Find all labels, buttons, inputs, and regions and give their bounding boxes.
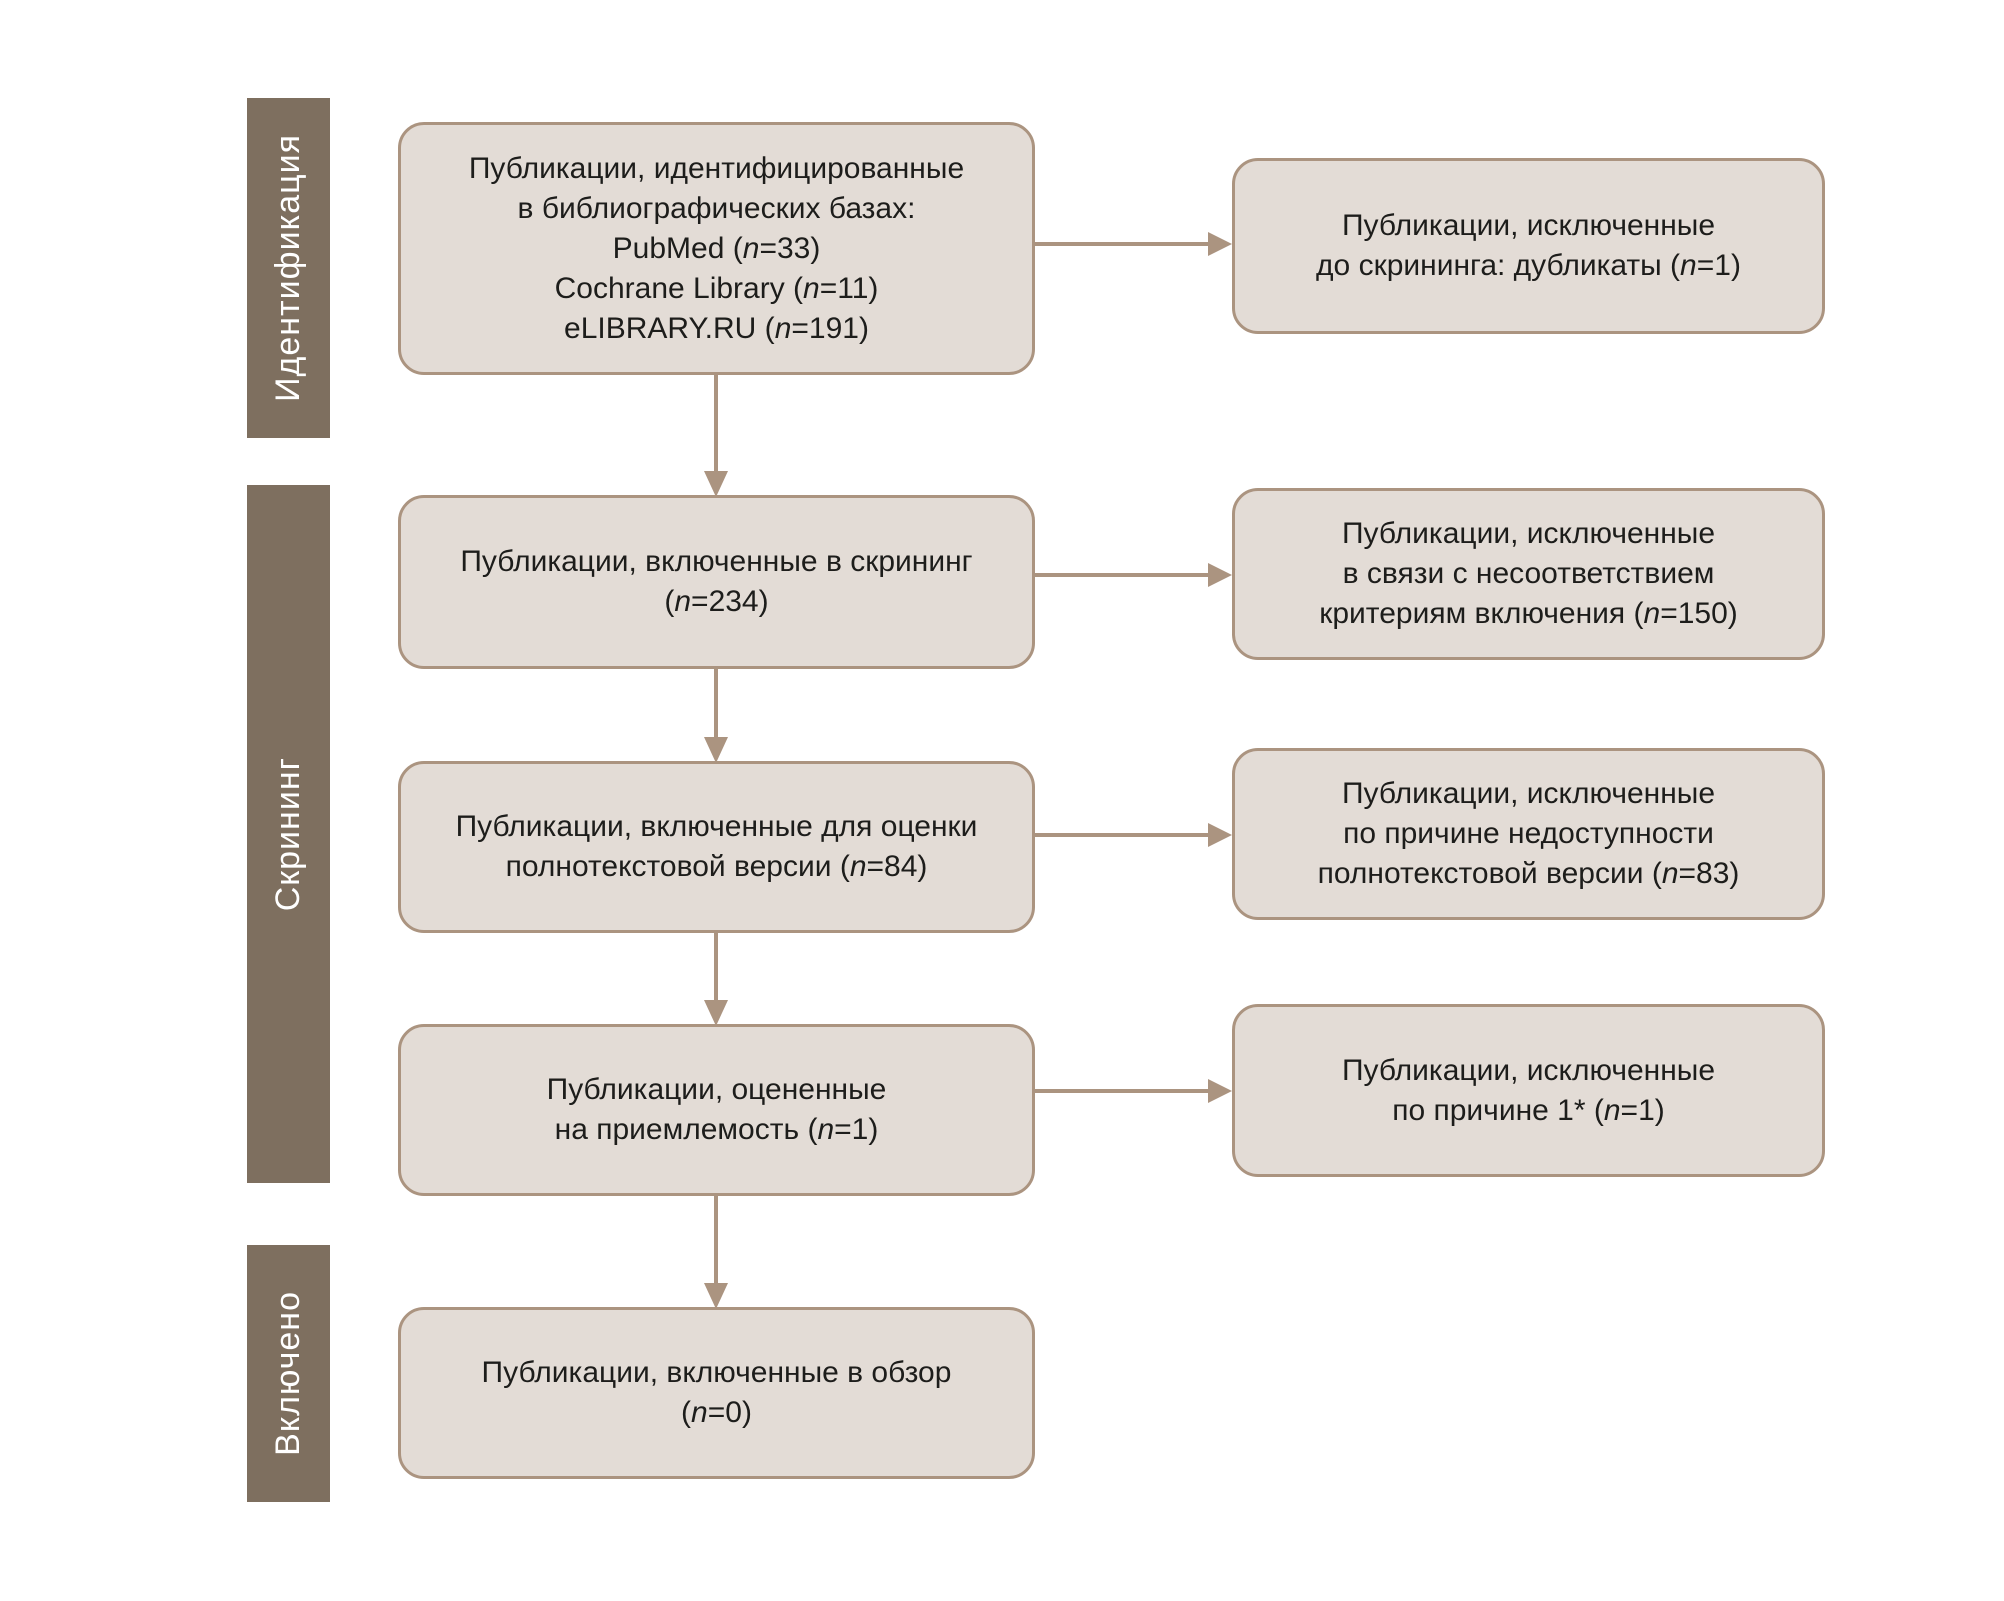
stage-bar-identification [247,98,330,438]
text-line: полнотекстовой версии (n=83) [1317,857,1740,890]
arrow-down-3-line [714,933,718,1000]
text-line: Публикации, исключенные [1341,209,1716,242]
text-line: Публикации, включенные для оценки [455,810,978,843]
arrow-right-1-line [1035,242,1208,246]
box-identified-records [398,122,1035,375]
text-line: (n=234) [664,585,769,618]
text-line: (n=0) [681,1396,752,1429]
text-line: в библиографических базах: [517,191,916,225]
arrow-right-4-head-icon [1208,1079,1232,1103]
box-excluded-duplicates [1232,158,1825,334]
box-fulltext-assessed [398,761,1035,933]
text-line: Публикации, включенные в скрининг [460,545,973,578]
box-excluded-criteria [1232,488,1825,660]
arrow-down-1-head-icon [704,471,728,497]
text-line: Публикации, включенные в обзор [481,1356,952,1389]
box-included-in-screening [398,495,1035,669]
arrow-down-3-head-icon [704,1000,728,1026]
stage-label-screening: Скрининг [269,756,307,912]
arrow-right-4-line [1035,1089,1208,1093]
text-line: критериям включения (n=150) [1319,597,1738,630]
text-line: PubMed (n=33) [612,231,821,265]
box-excluded-reason-1 [1232,1004,1825,1177]
stage-bar-included [247,1245,330,1502]
text-line: Публикации, исключенные [1341,1053,1716,1087]
text-line: Cochrane Library (n=11) [554,271,879,305]
text-line: полнотекстовой версии (n=84) [505,850,928,883]
arrow-right-2-line [1035,573,1208,577]
arrow-down-2-line [714,669,718,737]
arrow-down-2-head-icon [704,737,728,763]
arrow-right-3-line [1035,833,1208,837]
text-line: Публикации, исключенные [1341,517,1716,550]
text-line: по причине недоступности [1343,817,1714,850]
text-line: по причине 1* (n=1) [1392,1093,1665,1127]
stage-label-included: Включено [269,1291,307,1456]
text-line: до скрининга: дубликаты (n=1) [1316,249,1741,282]
stage-label-identification: Идентификация [269,134,307,402]
box-excluded-no-fulltext [1232,748,1825,920]
box-included-in-review [398,1307,1035,1479]
text-line: на приемлемость (n=1) [554,1113,879,1146]
text-line: eLIBRARY.RU (n=191) [564,311,869,345]
text-line: Публикации, исключенные [1341,777,1716,810]
text-line: в связи с несоответствием [1342,557,1715,590]
stage-bar-screening [247,485,330,1183]
box-assessed-for-eligibility [398,1024,1035,1196]
text-line: Публикации, оцененные [546,1073,887,1106]
arrow-right-3-head-icon [1208,823,1232,847]
arrow-down-4-head-icon [704,1283,728,1309]
arrow-right-2-head-icon [1208,563,1232,587]
arrow-down-4-line [714,1196,718,1283]
arrow-right-1-head-icon [1208,232,1232,256]
arrow-down-1-line [714,375,718,471]
text-line: Публикации, идентифицированные [468,151,965,185]
